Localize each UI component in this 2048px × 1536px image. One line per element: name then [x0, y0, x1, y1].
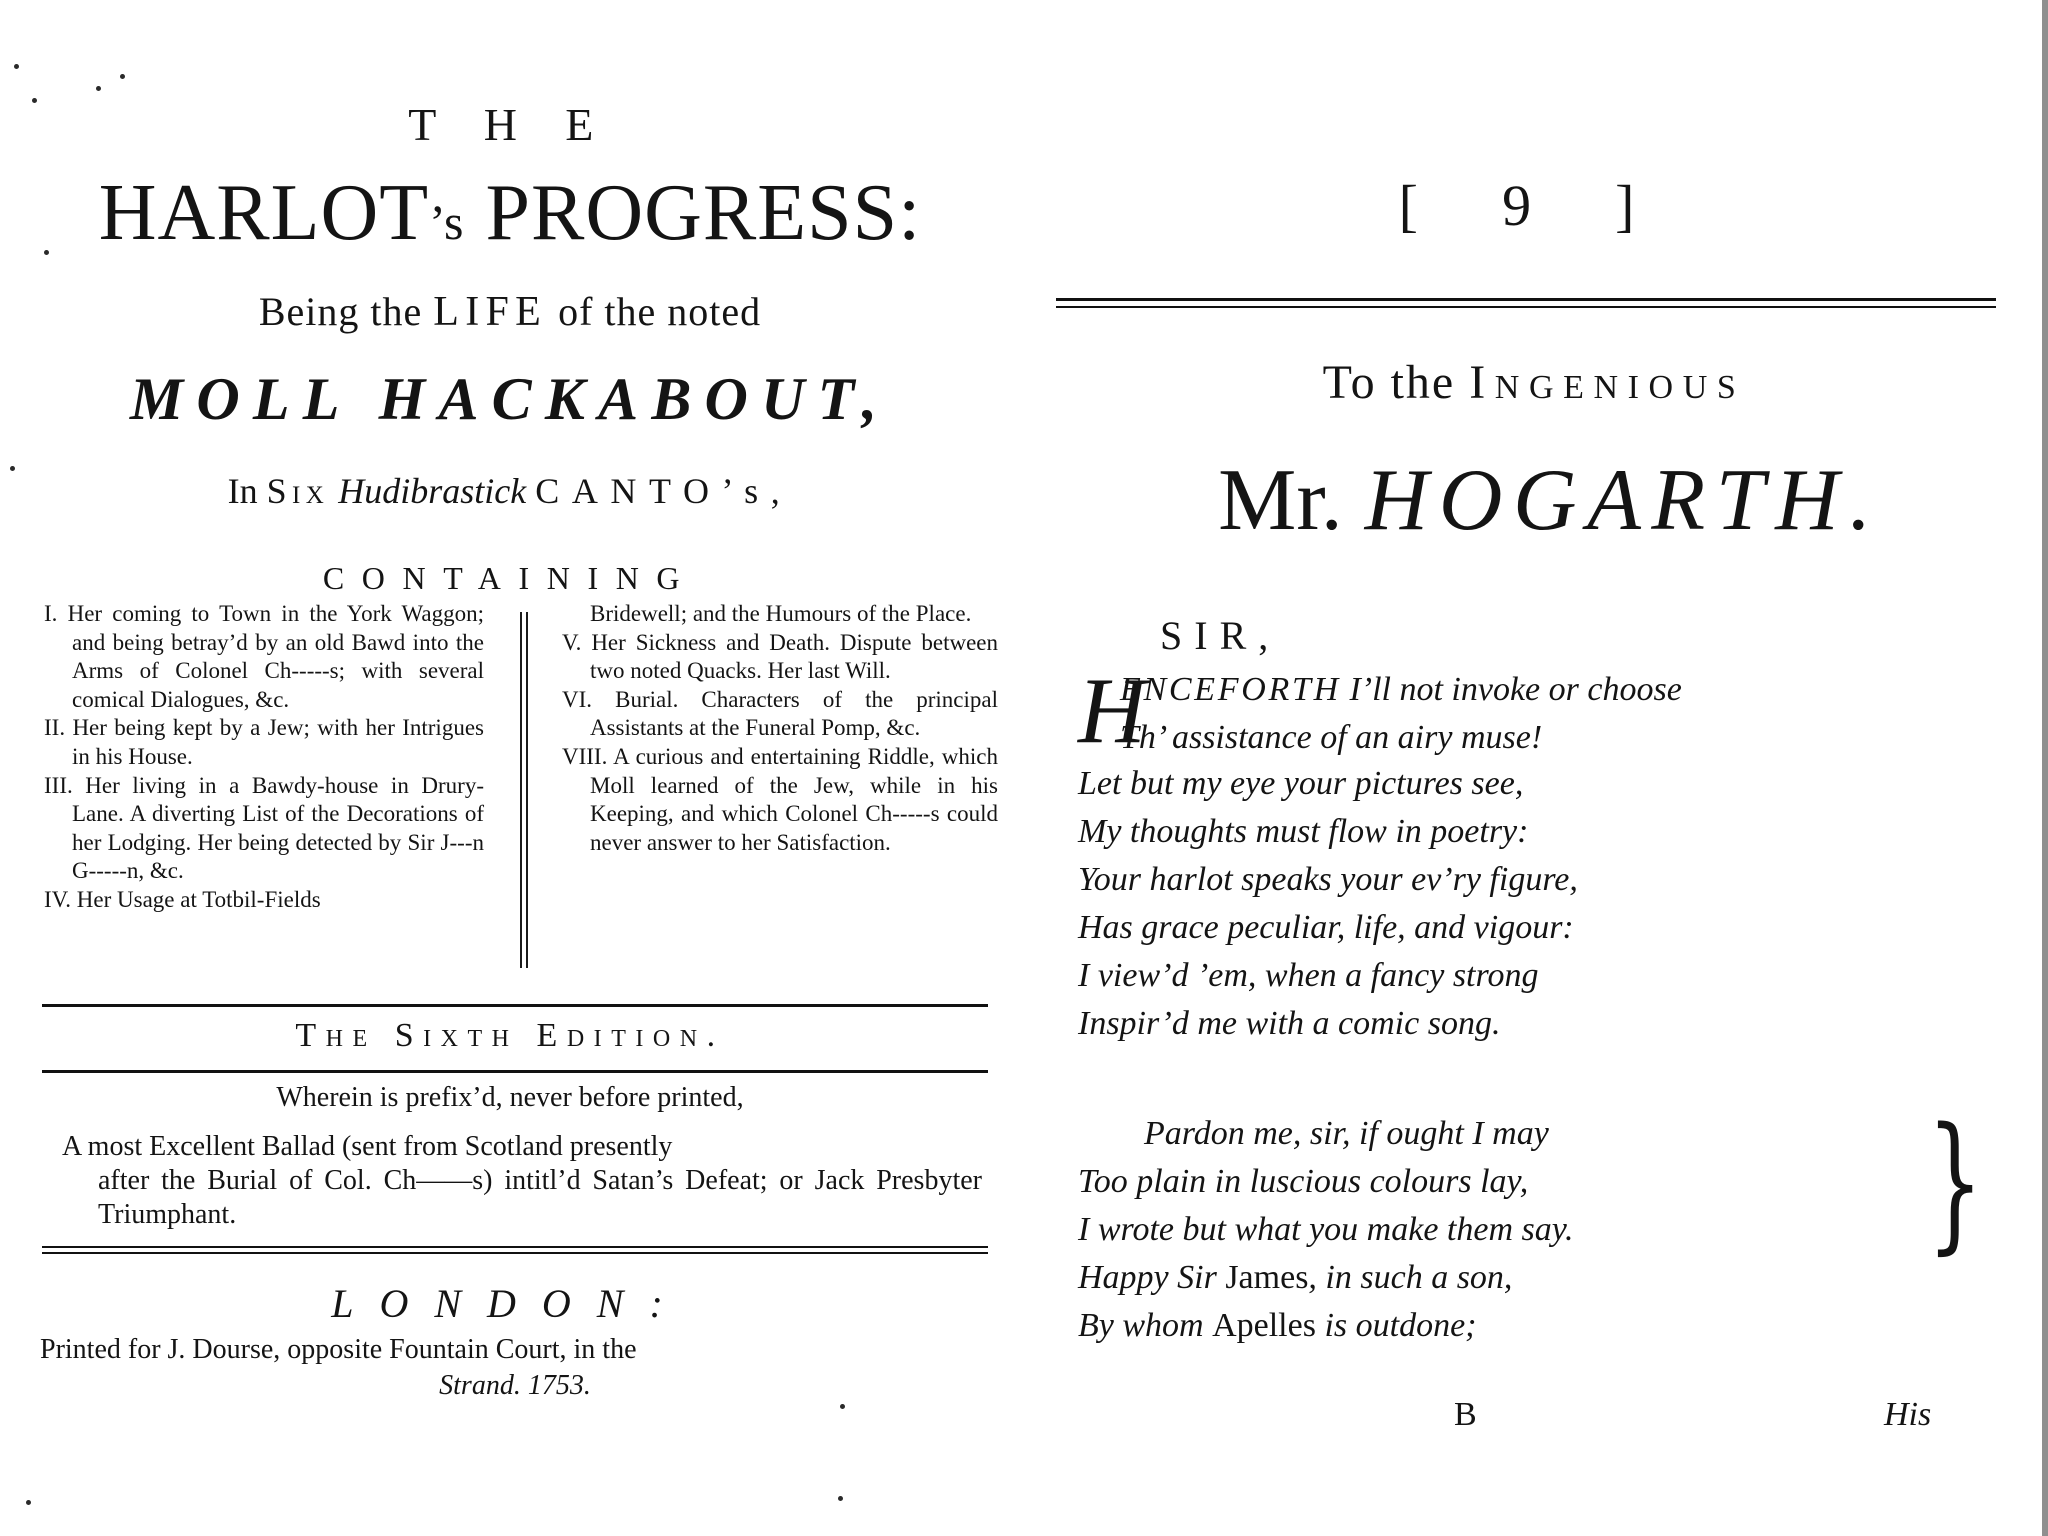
verse-seg: Happy Sir	[1078, 1259, 1226, 1296]
to-the-a: To the	[1322, 356, 1470, 409]
insix-hud: Hudibrastick	[329, 471, 536, 511]
main-title	[0, 168, 1020, 259]
ink-speck	[10, 466, 15, 471]
subject-name: MOLL HACKABOUT,	[129, 366, 891, 432]
main-title-b: PROGRESS:	[464, 169, 922, 257]
ballad-line-2: after the Burial of Col. Ch——s) intitl’d Satan’s Defeat; or Jack Presbyter Triumphant.	[98, 1165, 982, 1230]
hogarth: HOGARTH.	[1364, 452, 1882, 549]
verse-line: Th’ assistance of an airy muse!	[1120, 719, 1543, 756]
mr: Mr.	[1218, 452, 1365, 549]
contents-item: VIII. A curious and entertaining Riddle, which Moll learned of the Jew, while in his Keeping, and which Colonel Ch-----s could never answer to her Satisfaction.	[562, 743, 998, 855]
ink-speck	[838, 1496, 843, 1501]
title-the: T H E	[408, 99, 612, 150]
imprint-line-1: Printed for J. Dourse, opposite Fountain Court, in the	[40, 1334, 637, 1365]
verse-line	[1078, 1254, 1573, 1302]
imprint	[40, 1332, 990, 1404]
dedication-to	[1020, 355, 2048, 410]
verse-line: Inspir’d me with a comic song.	[1078, 1005, 1501, 1042]
verse-line: Too plain in luscious colours lay,	[1078, 1163, 1529, 1200]
ink-speck	[840, 1404, 845, 1409]
head-rule-thin	[1056, 306, 1996, 308]
triplet-brace-icon: }	[1926, 1096, 1984, 1268]
title-page	[0, 0, 1020, 1536]
ink-speck	[26, 1500, 31, 1505]
ink-speck	[120, 74, 125, 79]
verse-line: My thoughts must flow in poetry:	[1078, 813, 1529, 850]
verse-seg: is outdone;	[1315, 1307, 1477, 1344]
main-title-a: HARLOT	[98, 169, 430, 257]
verse-seg: By whom	[1078, 1307, 1213, 1344]
subtitle-cantos	[0, 470, 1020, 512]
salutation: SIR,	[1160, 613, 1281, 658]
to-the-b: Ingenious	[1469, 356, 1746, 409]
imprint-line-2: Strand. 1753.	[439, 1370, 591, 1401]
verse-seg: , in such a son,	[1308, 1259, 1513, 1296]
imprint-city: LONDON:	[331, 1281, 689, 1326]
rule-above-imprint	[42, 1246, 988, 1254]
insix-cantos: CANTO’s,	[535, 471, 793, 511]
ink-speck	[44, 250, 49, 255]
verse-stanza-2	[1078, 1110, 1573, 1350]
verse-line: Your harlot speaks your ev’ry figure,	[1078, 861, 1578, 898]
contents-item: Bridewell; and the Humours of the Place.	[590, 601, 972, 626]
ink-speck	[14, 64, 19, 69]
contents-right-column	[562, 600, 998, 857]
main-title-s: ’s	[429, 194, 465, 250]
verse-line: Let but my eye your pictures see,	[1078, 765, 1524, 802]
verse-seg-roman: Apelles	[1212, 1307, 1316, 1344]
verse-line	[1120, 666, 1682, 714]
verse-line: I view’d ’em, when a fancy strong	[1078, 957, 1539, 994]
contents-item: IV. Her Usage at Totbil-Fields	[44, 886, 321, 912]
contents-left-column	[44, 600, 484, 915]
contents-item: III. Her living in a Bawdy-house in Drury-Lane. A diverting List of the Decorations of her Lodging. Her being detected by Sir J---n G-----n, &c.	[44, 772, 484, 884]
being-b: of the noted	[547, 289, 762, 334]
subtitle-being	[0, 288, 1020, 336]
column-divider	[520, 612, 528, 968]
contents-item: VI. Burial. Characters of the principal Assistants at the Funeral Pomp, &c.	[562, 686, 998, 741]
verse-seg-roman: James	[1225, 1259, 1309, 1296]
contents-item: I. Her coming to Town in the York Waggon; and being betray’d by an old Bawd into the Arms of Colonel Ch-----s; with several comical Dialogues, &c.	[44, 601, 484, 712]
containing-heading: CONTAINING	[322, 560, 698, 596]
verse-line: Has grace peculiar, life, and vigour:	[1078, 909, 1574, 946]
rule-above-edition	[42, 1004, 988, 1007]
verse-opening	[1120, 666, 1682, 762]
rule-below-edition	[42, 1070, 988, 1073]
signature-mark: B	[1454, 1396, 1477, 1433]
contents-item: V. Her Sickness and Death. Dispute between two noted Quacks. Her last Will.	[562, 629, 998, 684]
catchword: His	[1884, 1396, 1932, 1433]
being-life: LIFE	[433, 289, 548, 335]
wherein-line: Wherein is prefix’d, never before printed,	[276, 1082, 744, 1113]
drop-cap: H	[1078, 659, 1146, 763]
verse-stanza-1	[1078, 760, 1578, 1048]
ballad-description	[62, 1130, 982, 1232]
page-number: [ 9 ]	[1398, 173, 1670, 238]
ink-speck	[32, 98, 37, 103]
verse-line: Pardon me, sir, if ought I may	[1144, 1115, 1549, 1152]
contents-item: II. Her being kept by a Jew; with her Intrigues in his House.	[44, 715, 484, 769]
insix-six: Six	[266, 471, 330, 511]
verse-line: I wrote but what you make them say.	[1078, 1211, 1574, 1248]
page-edge	[2042, 0, 2048, 1536]
verse-line	[1078, 1302, 1573, 1350]
ink-speck	[96, 86, 101, 91]
ballad-line-1: A most Excellent Ballad (sent from Scotland presently	[62, 1131, 673, 1162]
edition-line: The Sixth Edition.	[295, 1017, 725, 1054]
insix-a: In	[227, 471, 267, 511]
head-rule-thick	[1056, 298, 1996, 301]
being-a: Being the	[258, 289, 434, 334]
dedication-page	[1020, 0, 2048, 1536]
dedicatee-name	[1050, 450, 2048, 551]
verse-line-rest: I’ll not invoke or choose	[1340, 671, 1682, 708]
verse-line-lead: ENCEFORTH	[1120, 671, 1341, 708]
